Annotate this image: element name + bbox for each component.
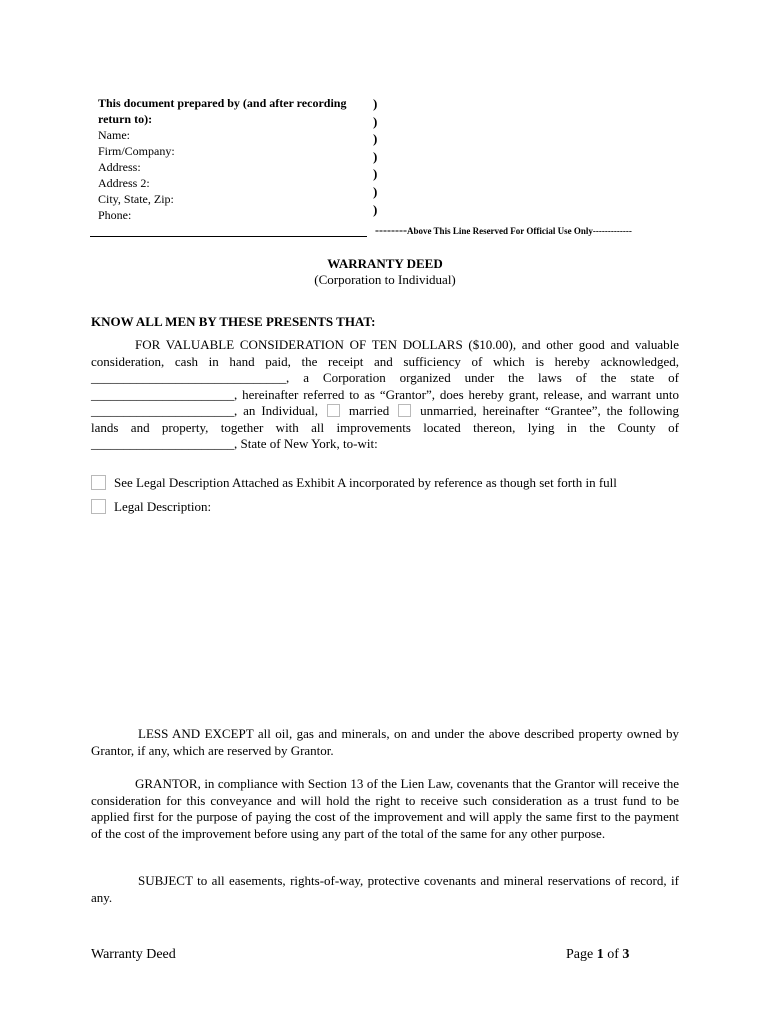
grantor-covenant-paragraph <box>91 776 679 842</box>
bracket: ) <box>373 113 378 129</box>
preparer-field-name: Name: <box>98 128 130 142</box>
recording-divider-line <box>90 236 367 237</box>
bracket: ) <box>373 96 378 111</box>
preparer-heading-line1: This document prepared by (and after recording <box>98 96 347 110</box>
married-label: married <box>348 403 390 418</box>
unmarried-checkbox[interactable] <box>398 404 411 417</box>
preparer-field-address: Address: <box>98 160 141 174</box>
state-blank[interactable]: ______________________ <box>91 386 234 402</box>
less-and-except-paragraph <box>91 726 679 759</box>
preparer-field-phone: Phone: <box>98 208 132 222</box>
official-use-notice <box>375 223 632 238</box>
document-title: WARRANTY DEED <box>327 256 443 271</box>
footer-page-number <box>566 947 629 963</box>
know-all-men-heading: KNOW ALL MEN BY THESE PRESENTS THAT: <box>91 314 376 329</box>
preparer-field-firm: Firm/Company: <box>98 144 175 158</box>
county-blank[interactable]: ______________________ <box>91 436 234 451</box>
grantee-name-blank[interactable]: ______________________ <box>91 403 234 418</box>
bracket: ) <box>373 166 378 182</box>
exhibit-option-row <box>91 475 617 491</box>
exhibit-a-label: See Legal Description Attached as Exhibit A incorporated by reference as though set forth in full <box>114 475 617 490</box>
married-checkbox[interactable] <box>327 404 340 417</box>
subject-to-paragraph <box>91 873 679 906</box>
consideration-text-3: , hereinafter referred to as “Grantor”, does hereby grant, release, and warrant unto <box>234 386 679 402</box>
preparer-field-city-state-zip: City, State, Zip: <box>98 192 174 206</box>
page-total: 3 <box>622 947 630 962</box>
footer-document-name: Warranty Deed <box>91 947 176 962</box>
exhibit-a-checkbox[interactable] <box>91 475 106 490</box>
grantor-covenant-text: GRANTOR, in compliance with Section 13 of the Lien Law, covenants that the Grantor will receive the consideration for this conveyance and will hold the right to receive such consideration as a trust fund to be applied first for the purpose of paying the cost of the improvement and will apply the same first to the payment of the cost of the improvement before using any part of the total of the same for any other purpose. <box>91 776 679 841</box>
preparer-field-address2: Address 2: <box>98 176 150 190</box>
legal-description-label: Legal Description: <box>114 499 212 514</box>
official-use-dashes-right: ------------- <box>592 226 632 236</box>
legal-description-checkbox[interactable] <box>91 499 106 514</box>
unmarried-label: unmarried, hereinafter “Grantee”, the following lands and property, together with all improvements located thereon, lying in the County of <box>91 403 680 435</box>
official-use-text: Above This Line Reserved For Official Use Only <box>406 226 593 236</box>
preparer-block <box>98 95 368 223</box>
consideration-text-2: , a Corporation organized under the laws of the state of <box>286 370 679 385</box>
consideration-text-1: FOR VALUABLE CONSIDERATION OF TEN DOLLARS ($10.00), and other good and valuable consideration, cash in hand paid, the receipt and sufficiency of which is hereby acknowledged, <box>91 337 679 369</box>
bracket-column <box>373 95 377 218</box>
subject-to-text: SUBJECT to all easements, rights-of-way, protective covenants and mineral reservations of record, if any. <box>91 873 679 905</box>
page-prefix: Page <box>566 947 594 962</box>
consideration-paragraph <box>91 337 679 453</box>
legal-description-row <box>91 499 211 515</box>
preparer-heading-line2: return to): <box>98 112 153 126</box>
grantor-name-blank[interactable]: ______________________________ <box>91 370 286 385</box>
official-use-dashes-left: -------- <box>375 223 407 237</box>
bracket: ) <box>373 148 378 164</box>
page-current: 1 <box>596 947 604 962</box>
bracket: ) <box>373 201 378 217</box>
consideration-text-5: , State of New York, to-wit: <box>234 436 378 451</box>
less-and-except-text: LESS AND EXCEPT all oil, gas and minerals, on and under the above described property owned by Grantor, if any, which are reserved by Grantor. <box>91 726 679 758</box>
document-subtitle: (Corporation to Individual) <box>314 272 456 287</box>
bracket: ) <box>373 131 378 147</box>
page-of: of <box>607 947 619 962</box>
consideration-text-4: , an Individual, <box>234 403 319 418</box>
bracket: ) <box>373 183 378 199</box>
